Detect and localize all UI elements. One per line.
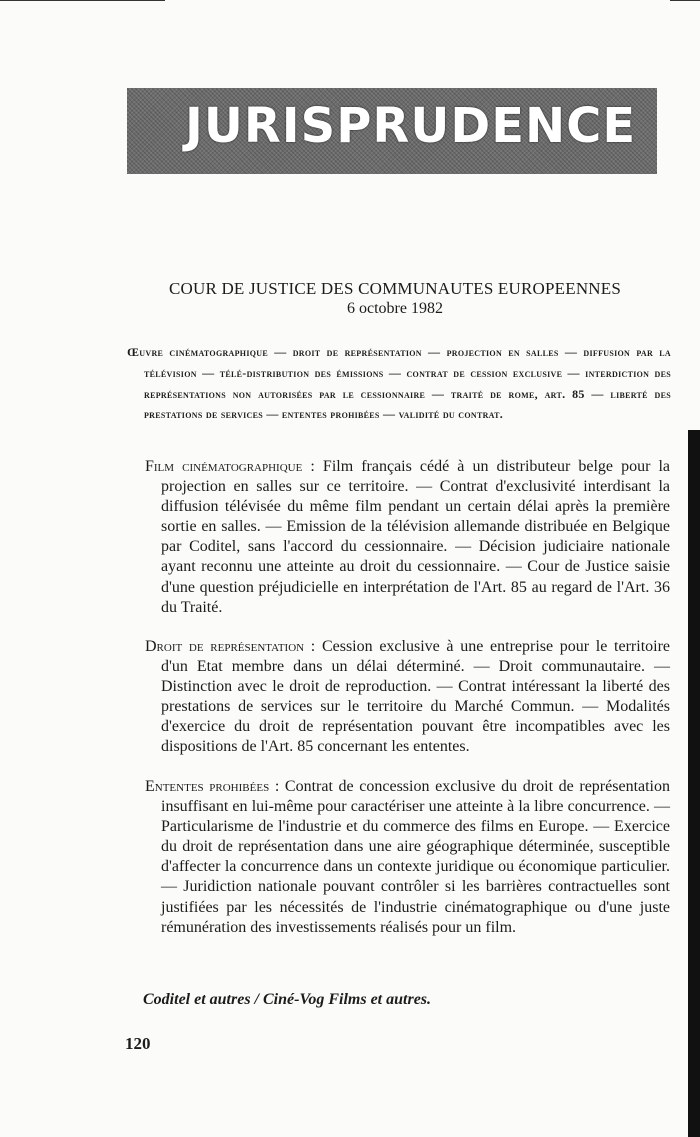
case-parties: Coditel et autres / Ciné-Vog Films et autres. [143,991,432,1008]
abstract-section-film [145,457,670,618]
abstract-section-ententes [145,777,670,938]
section-heading: Film cinématographique : [145,458,315,475]
keyword-summary: Œuvre cinématographique — droit de représentation — projection en salles — diffusion par la télévision — télé-distribution des émissions — contrat de cession exclusive — interdiction des représentations non autorisées par le cessionnaire — traité de rome, art. 85 — liberté des prestations de services — ententes prohibées — validité du contrat. [127,345,671,422]
court-name: COUR DE JUSTICE DES COMMUNAUTES EUROPEENNES [168,279,622,298]
abstract-section-representation [145,637,670,758]
page-edge-shadow [688,430,700,1137]
page-number: 120 [125,1034,151,1053]
top-rule-right [670,0,700,1]
section-heading: Ententes prohibées : [145,778,280,795]
section-heading: Droit de représentation : [145,638,316,655]
section-text: Cession exclusive à une entreprise pour le territoire d'un Etat membre dans un délai déterminé. — Droit communautaire. — Distinction avec le droit de reproduction. — Contrat intéressant la liberté des prestations de services sur le territoire du Marché Commun. — Modalités d'exercice du droit de représentation pouvant être incompatibles avec les dispositions de l'Art. 85 concernant les ententes. [161,638,671,756]
section-text: Film français cédé à un distributeur belge pour la projection en salles sur ce territoire. — Contrat d'exclusivité interdisant la diffusion télévisée du même film pendant un certain délai après la première sortie en salles. — Emission de la télévision allemande distribuée en Belgique par Coditel, sans l'accord du cessionnaire. — Décision judiciaire nationale ayant reconnu une atteinte au droit du cessionnaire. — Cour de Justice saisie d'une question préjudicielle en interprétation de l'Art. 85 au regard de l'Art. 36 du Traité. [161,458,671,616]
decision-date: 6 octobre 1982 [347,300,443,317]
banner-title: JURISPRUDENCE [185,98,637,154]
section-text: Contrat de concession exclusive du droit de représentation insuffisant en lui-même pour caractériser une atteinte à la libre concurrence. — Particularisme de l'industrie et du commerce des films en Europe. — Exercice du droit de représentation dans une aire géographique déterminée, susceptible d'affecter la concurrence dans un contexte juridique ou économique particulier. — Juridiction nationale pouvant contrôler si les barrières contractuelles sont justifiées par les nécessités de l'industrie cinématographique ou d'une juste rémunération des investissements réalisés pour un film. [161,778,670,936]
section-banner [127,88,657,174]
top-rule-left [0,0,165,1]
